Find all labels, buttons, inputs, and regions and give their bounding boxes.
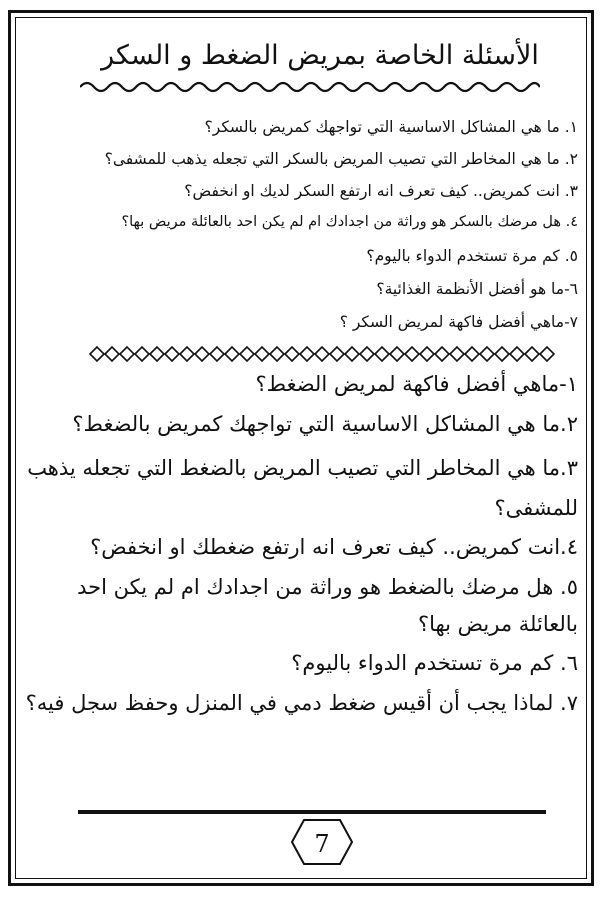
- pressure-question-2: ٢.ما هي المشاكل الاساسية التي تواجهك كمريض بالضغط؟: [72, 412, 578, 436]
- diabetes-question-5: ٥. كم مرة تستخدم الدواء باليوم؟: [366, 247, 578, 265]
- page-number: 7: [314, 830, 330, 858]
- diamond-divider: [88, 340, 558, 368]
- pressure-question-3: ٣.ما هي المخاطر التي تصيب المريض بالضغط التي تجعله يذهب: [27, 456, 578, 480]
- diabetes-question-2: ٢. ما هي المخاطر التي تصيب المريض بالسكر التي تجعله يذهب للمشفى؟: [104, 150, 578, 168]
- pressure-question-4: ٤.انت كمريض.. كيف تعرف انه ارتفع ضغطك او انخفض؟: [90, 535, 578, 559]
- page-title: الأسئلة الخاصة بمريض الضغط و السكر: [101, 40, 539, 71]
- page-border-inner: [15, 17, 587, 879]
- pressure-question-1: ١-ماهي أفضل فاكهة لمريض الضغط؟: [255, 372, 578, 396]
- footer-rule: [78, 810, 546, 814]
- diabetes-question-6: ٦-ما هو أفضل الأنظمة الغذائية؟: [376, 280, 578, 298]
- diabetes-question-1: ١. ما هي المشاكل الاساسية التي تواجهك كمريض بالسكر؟: [204, 118, 578, 136]
- pressure-question-3-cont: للمشفى؟: [494, 496, 578, 520]
- diabetes-question-7: ٧-ماهي أفضل فاكهة لمريض السكر ؟: [339, 313, 578, 331]
- pressure-question-5-cont: بالعائلة مريض بها؟: [417, 612, 578, 636]
- diabetes-question-3: ٣. انت كمريض.. كيف تعرف انه ارتفع السكر لديك او انخفض؟: [184, 182, 578, 200]
- diabetes-question-4: ٤. هل مرضك بالسكر هو وراثة من اجدادك ام لم يكن احد بالعائلة مريض بها؟: [121, 214, 578, 230]
- pressure-question-7: ٧. لماذا يجب أن أقيس ضغط دمي في المنزل وحفظ سجل فيه؟: [25, 691, 578, 715]
- pressure-question-5: ٥. هل مرضك بالضغط هو وراثة من اجدادك ام لم يكن احد: [77, 575, 578, 599]
- wavy-underline: [80, 78, 540, 96]
- pressure-question-6: ٦. كم مرة تستخدم الدواء باليوم؟: [291, 651, 578, 675]
